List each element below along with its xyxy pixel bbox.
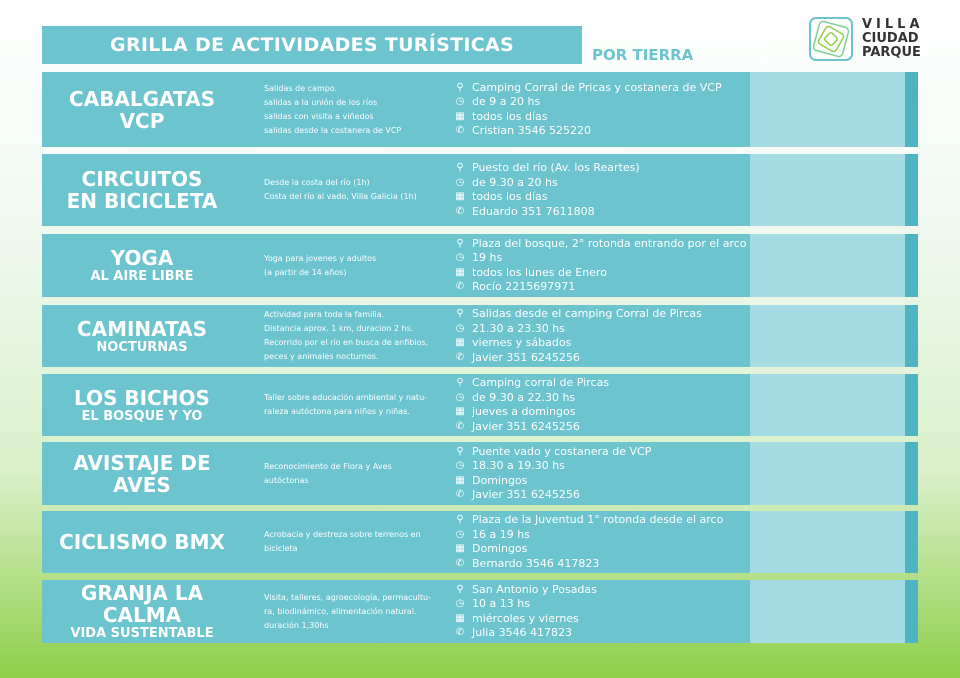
info-time	[454, 528, 754, 543]
info-days	[454, 474, 754, 489]
info-days-text: viernes y sábados	[472, 336, 572, 349]
notes-column	[750, 305, 905, 367]
notes-column	[750, 442, 905, 505]
activity-row	[42, 511, 918, 573]
phone-icon: ✆	[455, 489, 465, 500]
location-pin-icon: ⚲	[456, 514, 464, 525]
phone-icon: ✆	[455, 557, 465, 569]
info-place-text: Plaza de la Juventud 1° rotonda desde el arco	[472, 513, 724, 526]
info-days	[454, 542, 754, 557]
description-line: Taller sobre educación ambiental y natu-	[264, 393, 428, 402]
description-line: Actividad para toda la familia.	[264, 310, 385, 319]
activity-description	[264, 511, 454, 573]
activity-name	[42, 305, 242, 367]
notes-column	[750, 511, 905, 573]
description-line: ra, biodinámico, alimentación natural.	[264, 606, 417, 616]
row-edge-strip	[905, 442, 918, 505]
activity-title: CICLISMO BMX	[59, 530, 225, 554]
activity-name	[42, 154, 242, 226]
location-pin-icon: ⚲	[456, 81, 464, 93]
info-time-text: 16 a 19 hs	[472, 527, 530, 541]
info-time	[454, 391, 754, 406]
info-contact	[454, 124, 754, 139]
activity-name	[42, 234, 242, 297]
info-contact-text: Cristian 3546 525220	[472, 124, 592, 137]
activity-title: LOS BICHOS	[74, 385, 210, 410]
location-pin-icon: ⚲	[456, 445, 464, 457]
description-line: Yoga para jovenes y adultos	[264, 253, 377, 263]
info-days	[454, 266, 754, 281]
description-line: salidas a la unión de los ríos	[264, 97, 378, 107]
description-line: duración 1,30hs	[264, 620, 329, 630]
activity-subtitle: AL AIRE LIBRE	[90, 269, 194, 284]
clock-icon: ◷	[455, 528, 465, 540]
description-line: Desde la costa del río (1h)	[264, 178, 370, 187]
phone-icon: ✆	[455, 281, 465, 292]
description-line: Reconocimiento de Flora y Aves	[264, 461, 392, 471]
calendar-icon: ▦	[455, 612, 465, 624]
notes-column	[750, 580, 905, 643]
activity-description	[264, 580, 454, 643]
calendar-icon: ▦	[455, 406, 465, 417]
location-pin-icon: ⚲	[456, 162, 464, 173]
info-contact-text: Rocío 2215697971	[472, 280, 576, 293]
section-subtitle: POR TIERRA	[592, 46, 694, 64]
activity-row	[42, 580, 918, 643]
description-line: (a partir de 14 años)	[264, 267, 347, 277]
activity-description	[264, 154, 454, 226]
clock-icon: ◷	[455, 176, 465, 188]
info-time	[454, 251, 754, 266]
row-edge-strip	[905, 580, 918, 643]
info-place-text: Salidas desde el camping Corral de Pircas	[472, 307, 702, 320]
info-contact-text: Javier 351 6245256	[472, 488, 580, 501]
description-line: salidas desde la costanera de VCP	[264, 125, 402, 135]
info-contact-text: Julia 3546 417823	[472, 626, 573, 639]
info-days	[454, 336, 754, 351]
description-line: autóctonas	[264, 475, 309, 485]
row-edge-strip	[905, 374, 918, 436]
phone-icon: ✆	[455, 420, 465, 432]
notes-column	[750, 374, 905, 436]
description-line: peces y animales nocturnos.	[264, 352, 379, 361]
activity-description	[264, 374, 454, 436]
info-days-text: miércoles y viernes	[472, 611, 579, 625]
logo-text-ciudad: CIUDAD	[862, 31, 919, 46]
info-time-text: 21.30 a 23.30 hs	[472, 321, 565, 335]
info-place	[454, 81, 754, 96]
info-time	[454, 322, 754, 337]
description-line: Visita, talleres, agroecología, permacultu-	[264, 592, 431, 602]
info-days-text: Domingos	[472, 542, 528, 555]
location-pin-icon: ⚲	[456, 237, 464, 249]
activity-subtitle: NOCTURNAS	[96, 339, 188, 355]
info-time-text: 18.30 a 19.30 hs	[472, 459, 565, 472]
info-contact-text: Eduardo 351 7611808	[472, 204, 595, 218]
clock-icon: ◷	[455, 391, 465, 403]
activity-info	[454, 580, 754, 643]
clock-icon: ◷	[455, 252, 465, 263]
info-place-text: San Antonio y Posadas	[472, 582, 597, 596]
location-pin-icon: ⚲	[456, 308, 464, 319]
activity-info	[454, 72, 754, 147]
info-time	[454, 459, 754, 474]
calendar-icon: ▦	[455, 474, 465, 486]
info-contact	[454, 626, 754, 641]
activity-subtitle: EN BICICLETA	[66, 189, 218, 213]
activity-row	[42, 154, 918, 226]
clock-icon: ◷	[455, 322, 465, 334]
info-contact	[454, 557, 754, 572]
info-place-text: Puente vado y costanera de VCP	[472, 444, 652, 458]
calendar-icon: ▦	[455, 266, 465, 278]
activity-subtitle: VCP	[119, 108, 165, 133]
description-line: raleza autóctona para niños y niñas.	[264, 407, 410, 416]
info-days-text: todos los lunes de Enero	[472, 265, 607, 279]
row-edge-strip	[905, 154, 918, 226]
activity-subtitle: VIDA SUSTENTABLE	[70, 626, 214, 641]
info-place-text: Camping Corral de Pricas y costanera de VCP	[472, 80, 722, 94]
info-time-text: de 9.30 a 22.30 hs	[472, 390, 576, 404]
activity-info	[454, 234, 754, 297]
info-days-text: todos los días	[472, 190, 548, 203]
calendar-icon: ▦	[455, 110, 465, 122]
info-contact-text: Bernardo 3546 417823	[472, 556, 600, 570]
activity-name	[42, 374, 242, 436]
activity-title: CAMINATAS	[76, 316, 208, 341]
activity-name	[42, 442, 242, 505]
activity-info	[454, 511, 754, 573]
info-contact	[454, 488, 754, 503]
notes-column	[750, 154, 905, 226]
info-time	[454, 95, 754, 110]
activity-title: GRANJA LA CALMA	[80, 581, 204, 627]
info-place-text: Puesto del río (Av. los Reartes)	[472, 161, 640, 174]
info-contact	[454, 420, 754, 435]
phone-icon: ✆	[455, 205, 465, 217]
clock-icon: ◷	[455, 598, 465, 609]
info-time	[454, 597, 754, 612]
phone-icon: ✆	[455, 125, 465, 136]
calendar-icon: ▦	[455, 337, 465, 348]
activity-name	[42, 511, 242, 573]
info-place	[454, 307, 754, 322]
description-line: Distancia aprox. 1 km, duracion 2 hs.	[264, 324, 414, 333]
activity-title: CIRCUITOS	[81, 167, 203, 191]
spiral-logo-icon	[808, 16, 854, 62]
activity-name	[42, 580, 242, 643]
info-days-text: jueves a domingos	[472, 405, 576, 418]
page-title: GRILLA DE ACTIVIDADES TURÍSTICAS	[42, 26, 582, 64]
calendar-icon: ▦	[455, 191, 465, 202]
info-place	[454, 513, 754, 528]
activity-description	[264, 305, 454, 367]
info-time-text: de 9 a 20 hs	[472, 95, 541, 108]
row-edge-strip	[905, 234, 918, 297]
info-contact	[454, 205, 754, 220]
info-days	[454, 110, 754, 125]
description-line: bicicleta	[264, 544, 298, 553]
logo	[808, 16, 924, 62]
phone-icon: ✆	[455, 351, 465, 363]
info-time-text: 19 hs	[472, 251, 503, 264]
info-place	[454, 445, 754, 460]
description-line: salidas con visita a viñedos	[264, 111, 374, 121]
info-time-text: de 9.30 a 20 hs	[472, 175, 558, 189]
info-days-text: Domingos	[472, 473, 528, 487]
activity-title: AVISTAJE DE AVES	[73, 450, 211, 497]
info-place-text: Plaza del bosque, 2° rotonda entrando por el arco	[472, 236, 747, 250]
activity-info	[454, 305, 754, 367]
info-place-text: Camping corral de Pircas	[472, 376, 610, 389]
description-line: Recorrido por el río en busca de anfibios,	[264, 338, 429, 347]
info-days-text: todos los días	[472, 109, 548, 123]
activity-name	[42, 72, 242, 147]
activity-title: CABALGATAS	[69, 86, 215, 111]
activity-info	[454, 154, 754, 226]
activity-description	[264, 442, 454, 505]
activity-description	[264, 72, 454, 147]
activity-title: YOGA	[110, 246, 174, 270]
description-line: Salidas de campo.	[264, 83, 338, 93]
logo-text-parque: PARQUE	[862, 45, 921, 60]
description-line: Costa del río al vado, Villa Galicia (1h)	[264, 192, 417, 201]
info-contact-text: Javier 351 6245256	[472, 419, 580, 433]
info-contact	[454, 280, 754, 295]
calendar-icon: ▦	[455, 543, 465, 554]
info-place	[454, 376, 754, 391]
activity-info	[454, 442, 754, 505]
activity-row	[42, 305, 918, 367]
activity-row	[42, 234, 918, 297]
activity-row	[42, 442, 918, 505]
info-days	[454, 190, 754, 205]
notes-column	[750, 72, 905, 147]
row-edge-strip	[905, 72, 918, 147]
activity-row	[42, 72, 918, 147]
info-days	[454, 405, 754, 420]
activity-subtitle: EL BOSQUE Y YO	[81, 408, 203, 424]
location-pin-icon: ⚲	[456, 377, 464, 388]
info-place	[454, 583, 754, 598]
location-pin-icon: ⚲	[456, 583, 464, 595]
activity-description	[264, 234, 454, 297]
activity-info	[454, 374, 754, 436]
notes-column	[750, 234, 905, 297]
phone-icon: ✆	[455, 627, 465, 638]
info-place	[454, 161, 754, 176]
clock-icon: ◷	[455, 96, 465, 107]
activity-row	[42, 374, 918, 436]
info-contact-text: Javier 351 6245256	[472, 350, 580, 364]
row-edge-strip	[905, 511, 918, 573]
logo-text-villa: VILLA	[862, 17, 924, 32]
row-edge-strip	[905, 305, 918, 367]
info-time	[454, 176, 754, 191]
info-place	[454, 237, 754, 252]
description-line: Acrobacia y destreza sobre terrenos en	[264, 530, 421, 539]
clock-icon: ◷	[455, 460, 465, 471]
info-time-text: 10 a 13 hs	[472, 597, 530, 610]
info-contact	[454, 351, 754, 366]
info-days	[454, 612, 754, 627]
